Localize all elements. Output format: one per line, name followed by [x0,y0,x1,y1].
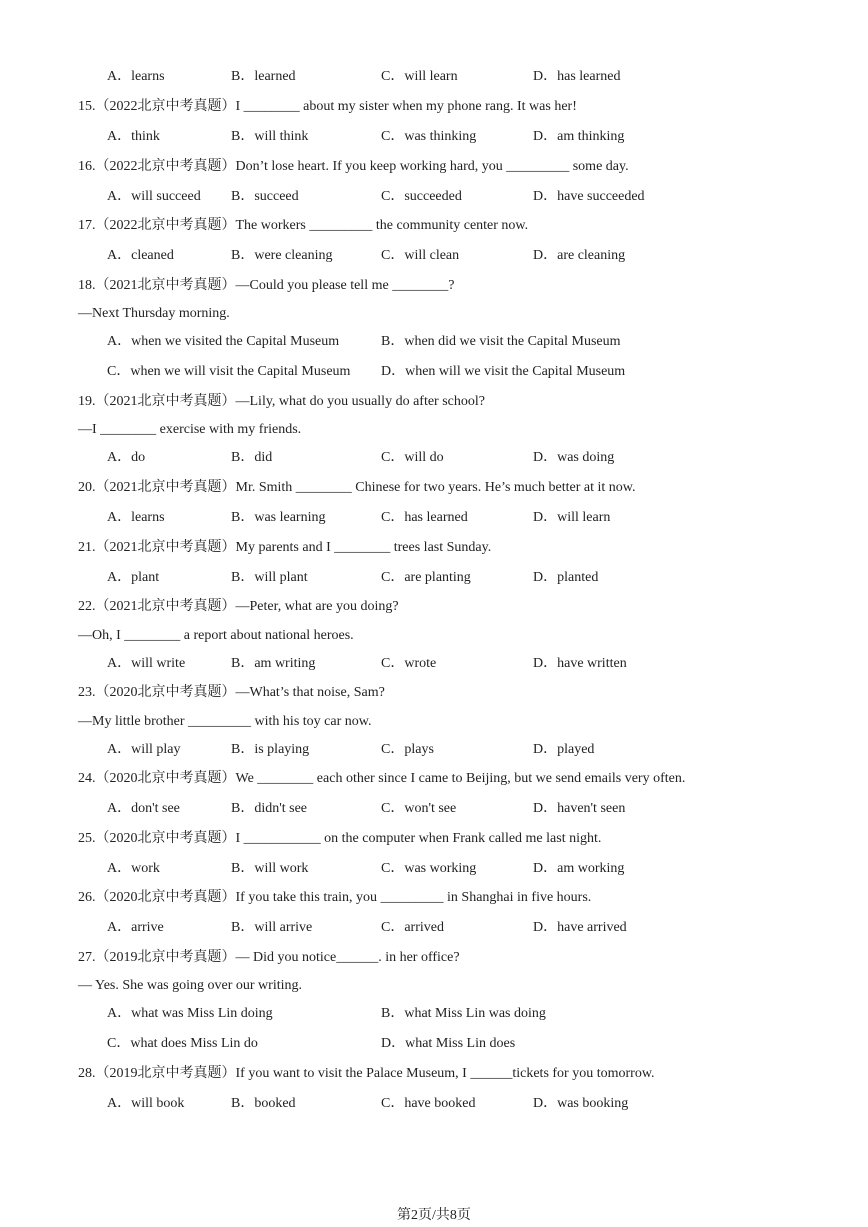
question-14-options [0,68,868,86]
option-b: B．is playing [231,742,310,757]
question-21-options [0,569,868,587]
question-28-options [0,1095,868,1113]
option-d: D．am thinking [533,129,625,144]
option-b: B．when did we visit the Capital Museum [381,334,621,349]
option-c: C．are planting [381,570,471,585]
option-a: A．think [107,129,160,144]
option-b: B．will think [231,129,309,144]
question-28-stem: 28.（2019北京中考真题）If you want to visit the Palace Museum, I ______tickets for you tomorrow. [78,1066,655,1081]
option-c: C．has learned [381,510,468,525]
option-d: D．played [533,742,595,757]
question-20-stem: 20.（2021北京中考真题）Mr. Smith ________ Chinese for two years. He’s much better at it now. [78,480,636,495]
option-c: C．succeeded [381,189,462,204]
option-b: B．didn't see [231,801,308,816]
option-c: C．was working [381,861,477,876]
option-a: A．don't see [107,801,180,816]
option-b: B．will plant [231,570,308,585]
option-c: C．will learn [381,69,458,84]
option-a: A．will play [107,742,181,757]
option-b: B．am writing [231,656,316,671]
option-d: D．have succeeded [533,189,645,204]
question-27-stem: 27.（2019北京中考真题）— Did you notice______. in her office? [78,950,460,965]
option-a: A．what was Miss Lin doing [107,1006,273,1021]
option-c: C．what does Miss Lin do [107,1036,258,1051]
question-27-reply: — Yes. She was going over our writing. [78,978,302,993]
question-22-reply: —Oh, I ________ a report about national heroes. [78,628,354,643]
question-23-stem: 23.（2020北京中考真题）—What’s that noise, Sam? [78,685,385,700]
question-20-options [0,509,868,527]
option-b: B．learned [231,69,296,84]
option-d: D．has learned [533,69,621,84]
option-a: A．when we visited the Capital Museum [107,334,340,349]
option-c: C．arrived [381,920,444,935]
option-d: D．am working [533,861,625,876]
option-d: D．what Miss Lin does [381,1036,516,1051]
option-d: D．will learn [533,510,611,525]
question-18-options-row1 [0,333,868,351]
question-25-stem: 25.（2020北京中考真题）I ___________ on the computer when Frank called me last night. [78,831,602,846]
question-15-options [0,128,868,146]
question-19-stem: 19.（2021北京中考真题）—Lily, what do you usually do after school? [78,394,485,409]
option-b: B．succeed [231,189,299,204]
option-a: A．learns [107,69,165,84]
option-b: B．booked [231,1096,296,1111]
option-d: D．when will we visit the Capital Museum [381,364,626,379]
option-d: D．are cleaning [533,248,626,263]
question-25-options [0,860,868,878]
option-c: C．when we will visit the Capital Museum [107,364,351,379]
question-26-stem: 26.（2020北京中考真题）If you take this train, you _________ in Shanghai in five hours. [78,890,592,905]
option-b: B．will work [231,861,309,876]
question-19-reply: —I ________ exercise with my friends. [78,422,302,437]
option-d: D．was doing [533,450,615,465]
option-b: B．was learning [231,510,326,525]
option-c: C．will do [381,450,444,465]
option-c: C．will clean [381,248,460,263]
question-23-reply: —My little brother _________ with his toy car now. [78,714,372,729]
option-c: C．have booked [381,1096,476,1111]
question-24-stem: 24.（2020北京中考真题）We ________ each other since I came to Beijing, but we send emails very often. [78,771,686,786]
question-23-options [0,741,868,759]
option-d: D．haven't seen [533,801,626,816]
option-d: D．was booking [533,1096,629,1111]
question-18-reply: —Next Thursday morning. [78,306,230,321]
question-17-options [0,247,868,265]
option-a: A．cleaned [107,248,174,263]
question-24-options [0,800,868,818]
option-c: C．wrote [381,656,437,671]
question-16-stem: 16.（2022北京中考真题）Don’t lose heart. If you keep working hard, you _________ some day. [78,159,629,174]
option-a: A．plant [107,570,160,585]
option-c: C．plays [381,742,434,757]
option-b: B．what Miss Lin was doing [381,1006,546,1021]
question-21-stem: 21.（2021北京中考真题）My parents and I ________ trees last Sunday. [78,540,492,555]
option-a: A．will write [107,656,186,671]
option-a: A．arrive [107,920,164,935]
option-c: C．won't see [381,801,457,816]
option-a: A．will succeed [107,189,201,204]
question-27-options-row2 [0,1035,868,1053]
option-b: B．will arrive [231,920,313,935]
option-a: A．work [107,861,160,876]
question-22-options [0,655,868,673]
page-number: 第2页/共8页 [397,1208,471,1223]
question-18-options-row2 [0,363,868,381]
question-19-options [0,449,868,467]
question-27-options-row1 [0,1005,868,1023]
option-a: A．learns [107,510,165,525]
question-22-stem: 22.（2021北京中考真题）—Peter, what are you doing? [78,599,399,614]
question-18-stem: 18.（2021北京中考真题）—Could you please tell me ________? [78,278,455,293]
question-16-options [0,188,868,206]
option-d: D．have arrived [533,920,627,935]
option-b: B．did [231,450,273,465]
option-c: C．was thinking [381,129,477,144]
question-15-stem: 15.（2022北京中考真题）I ________ about my sister when my phone rang. It was her! [78,99,577,114]
option-b: B．were cleaning [231,248,333,263]
option-d: D．planted [533,570,599,585]
option-a: A．will book [107,1096,185,1111]
option-a: A．do [107,450,146,465]
question-17-stem: 17.（2022北京中考真题）The workers _________ the community center now. [78,218,529,233]
option-d: D．have written [533,656,627,671]
question-26-options [0,919,868,937]
